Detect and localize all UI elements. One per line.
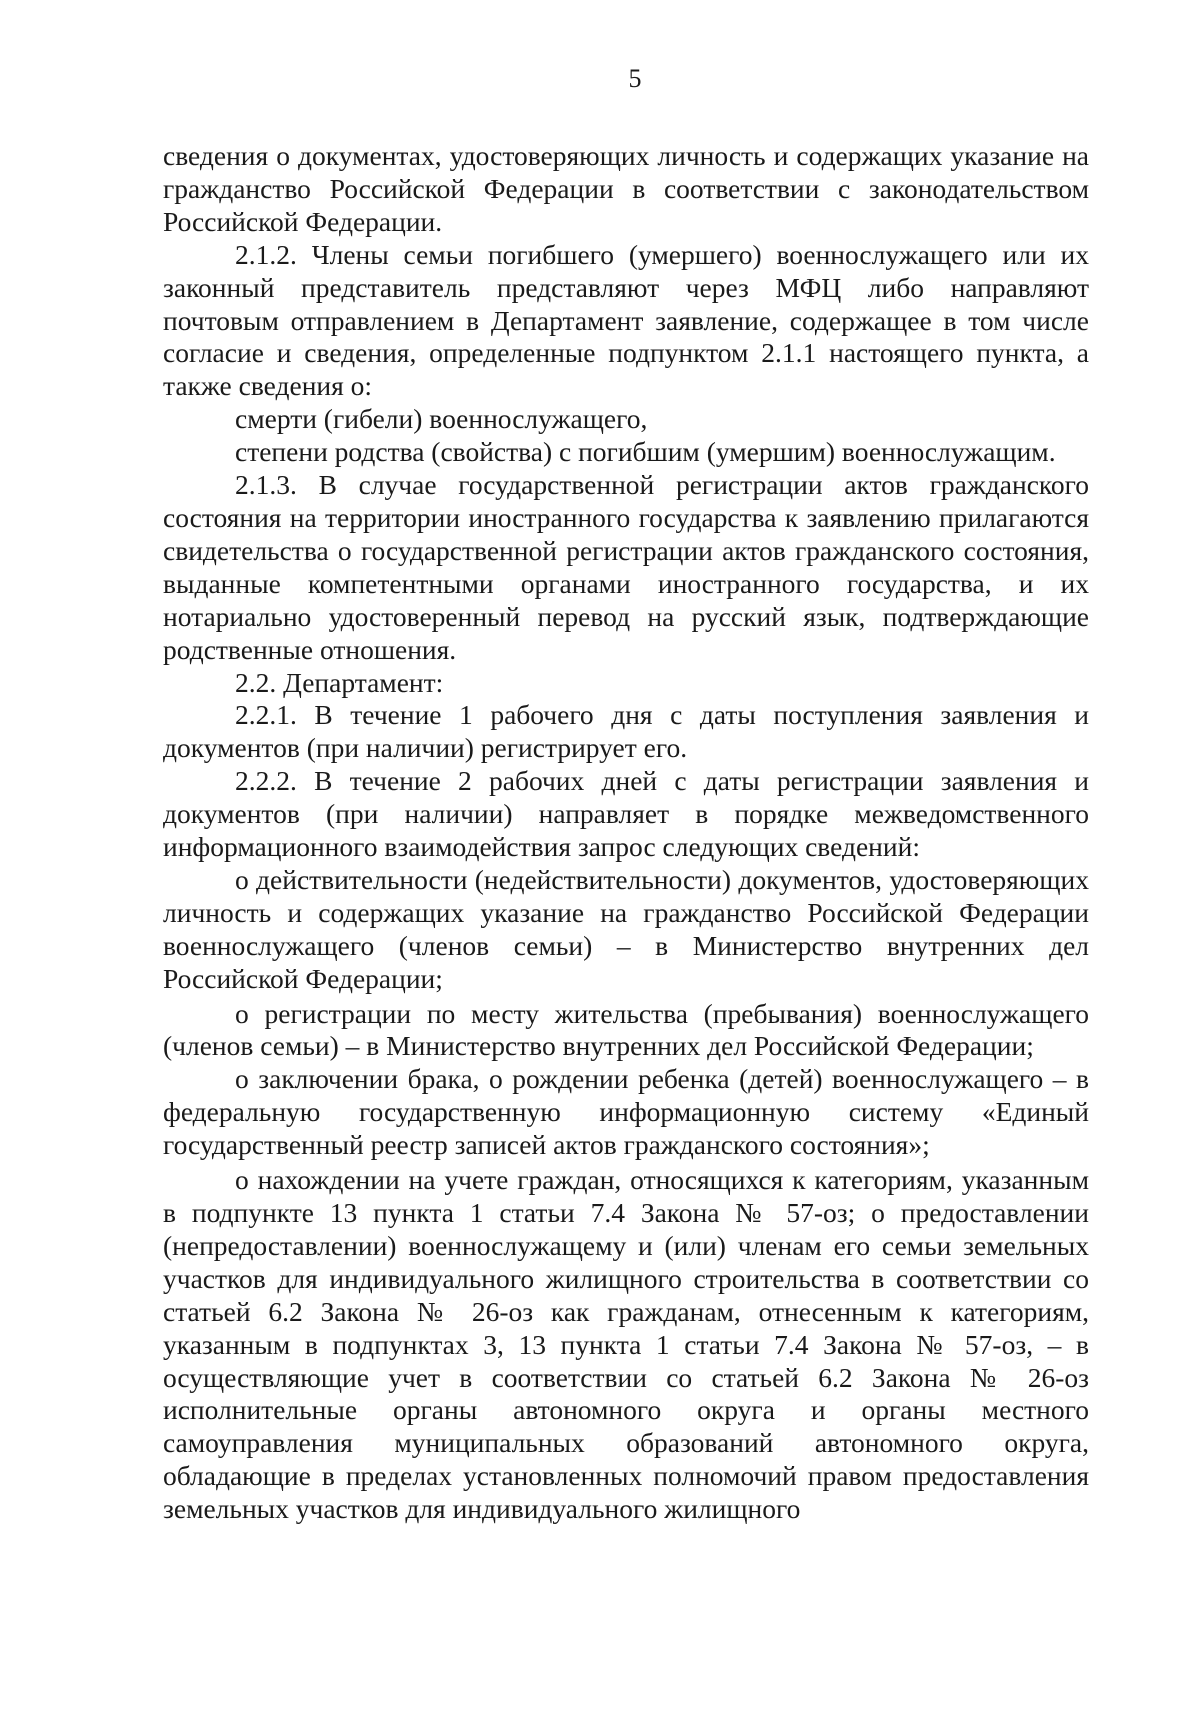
list-item-document-validity: о действительности (недействительности) документов, удостоверяющих личность и содержащих указание на гражданство Российской Федерации военнослужащего (членов семьи) – в Министерство внутренних дел Российской Федерации; — [163, 863, 1089, 994]
paragraph-2-2-1: 2.2.1. В течение 1 рабочего дня с даты поступления заявления и документов (при наличии) регистрирует его. — [163, 699, 1089, 764]
list-item-registration: о регистрации по месту жительства (пребывания) военнослужащего (членов семьи) – в Министерство внутренних дел Российской Федерации; — [163, 997, 1089, 1062]
paragraph-2-1-3: 2.1.3. В случае государственной регистрации актов гражданского состояния на территории иностранного государства к заявлению прилагаются свидетельства о государственной регистрации актов гражданского состояния, выданные компетентными органами иностранного государства, и их нотариально удостоверенный перевод на русский язык, подтверждающие родственные отношения. — [163, 469, 1089, 665]
document-body — [163, 140, 1089, 1526]
list-item-marriage-birth: о заключении брака, о рождении ребенка (детей) военнослужащего – в федеральную государственную информационную систему «Единый государственный реестр записей актов гражданского состояния»; — [163, 1063, 1089, 1161]
list-item-kinship: степени родства (свойства) с погибшим (умершим) военнослужащим. — [235, 436, 1056, 468]
paragraph-2-2-2: 2.2.2. В течение 2 рабочих дней с даты регистрации заявления и документов (при наличии) направляет в порядке межведомственного информационного взаимодействия запрос следующих сведений: — [163, 765, 1089, 863]
paragraph-identity-documents: сведения о документах, удостоверяющих личность и содержащих указание на гражданство Российской Федерации в соответствии с законодательством Российской Федерации. — [163, 140, 1089, 237]
paragraph-2-2: 2.2. Департамент: — [235, 666, 444, 698]
page-number: 5 — [628, 64, 642, 93]
list-item-land-registry: о нахождении на учете граждан, относящихся к категориям, указанным в подпункте 13 пункта 1 статьи 7.4 Закона № 57-оз; о предоставлении (непредоставлении) военнослужащему и (или) членам его семьи земельных участков для индивидуального жилищного строительства в соответствии со статьей 6.2 Закона № 26-оз как гражданам, отнесенным к категориям, указанным в подпунктах 3, 13 пункта 1 статьи 7.4 Закона № 57-оз, – в осуществляющие учет в соответствии со статьей 6.2 Закона № 26-оз исполнительные органы автономного округа и органы местного самоуправления муниципальных образований автономного округа, обладающие в пределах установленных полномочий правом предоставления земельных участков для индивидуального жилищного — [163, 1164, 1089, 1525]
list-item-death: смерти (гибели) военнослужащего, — [235, 403, 648, 435]
paragraph-2-1-2: 2.1.2. Члены семьи погибшего (умершего) военнослужащего или их законный представитель представляют через МФЦ либо направляют почтовым отправлением в Департамент заявление, содержащее в том числе согласие и сведения, определенные подпунктом 2.1.1 настоящего пункта, а также сведения о: — [163, 238, 1089, 402]
